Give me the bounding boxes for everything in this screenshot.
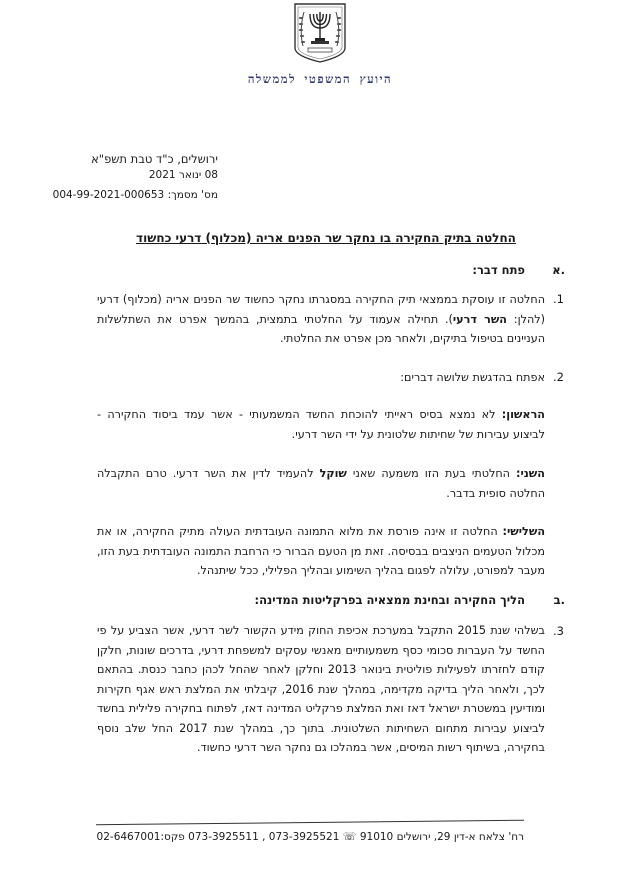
footer-phones: 073-3925511 , 073-3925521 bbox=[188, 831, 340, 843]
point-third: השלישי: החלטה זו אינה פורסת את מלוא התמונה העובדתית העולה מתיק החקירה, או את מכלול הטעמים הניצבים בבסיסה. זאת מן הטעם הברור כי הרחבת התמונה העובדתית בעת הזו, מעבר למפורט, עלולה לפגום בהליך השימוע ובהליך הפלילי, ככל שיתנהל. bbox=[97, 525, 545, 577]
paragraph-3: בשלהי שנת 2015 התקבל במערכת אכיפת החוק מידע הקשור לשר דרעי, אשר הצביע על פי החשד על העברות סכומי כסף משמעותיים מאנשי עסקים למשפחת דרעי, בדרכים שונות, חלקן קודם לחזרתו לפעילות פוליטית בינואר 2013 וחלקן לאחר שהחל לכהן כחבר כנסת. בהתאם לכך, ולאחר הליך בדיקה מקדימה, במהלך שנת 2016, קיבלתי את המלצת ראש אגף חקירות ומודיעין במשטרת ישראל דאז ואת המלצת פרקליט המדינה דאז, לפתוח בחקירה פלילית בחשד לביצוע עבירות מתחום השחיתות השלטונית. בתוך כך, במהלך שנת 2017 החל שלב נוסף בחקירה, בשיתוף רשות המיסים, אשר במהלכו גם נחקר השר דרעי כחשוד. bbox=[97, 624, 546, 754]
footer-address: רח' צלאח א-דין 29, ירושלים 91010 bbox=[359, 831, 524, 843]
point-third-label: השלישי: bbox=[502, 525, 545, 538]
paragraph-3-number: .3 bbox=[553, 624, 564, 638]
point-second-label: השני: bbox=[515, 467, 545, 480]
section-b-heading: הליך החקירה ובחינת ממצאיה בפרקליטות המדינה: bbox=[254, 593, 525, 607]
paragraph-1: החלטה זו עוסקת בממצאי תיק החקירה במסגרתו נחקר כחשוד שר הפנים אריה (מכלוף) דרעי (להלן: השר דרעי). תחילה אעמוד על החלטתי בתמצית, בהמשך אפרט את השתלשלות העניינים בטיפול בתיקים, ולאחר מכן אפרט את החלטתי. bbox=[97, 293, 546, 345]
point-first-label: הראשון: bbox=[501, 408, 545, 421]
office-title: היועץ המשפטי לממשלה bbox=[247, 72, 393, 86]
hebrew-date bbox=[91, 152, 218, 166]
document-title: החלטה בתיק החקירה בו נחקר שר הפנים אריה (מכלוף) דרעי כחשוד bbox=[136, 231, 516, 245]
footer-contact bbox=[94, 830, 524, 843]
point-first: הראשון: לא נמצא בסיס ראייתי להוכחת החשד המשמעותי - אשר עמד ביסוד החקירה - לביצוע עבירות של שחיתות שלטונית על ידי השר דרעי. bbox=[97, 408, 545, 441]
gregorian-date: 08 ינואר 2021 bbox=[148, 169, 218, 181]
section-a-marker: א. bbox=[552, 263, 565, 277]
document-reference bbox=[53, 189, 218, 201]
footer-divider bbox=[96, 820, 524, 825]
footer-fax: 02-6467001 bbox=[96, 831, 161, 843]
state-emblem-icon bbox=[292, 2, 348, 64]
telephone-icon: ☏ bbox=[342, 830, 357, 843]
paragraph-2: אפתח בהדגשת שלושה דברים: bbox=[400, 371, 545, 384]
point-second: השני: החלטתי בעת הזו משמעה שאני שוקל להעמיד לדין את השר דרעי. טרם התקבלה החלטה סופית בדבר. bbox=[97, 467, 545, 500]
section-a-heading: פתח דבר: bbox=[472, 263, 525, 277]
term-minister-deri: השר דרעי bbox=[452, 312, 507, 326]
reference-label: מס' מסמך: bbox=[167, 189, 218, 201]
reference-number: 004-99-2021-000653 bbox=[52, 189, 165, 201]
place-date: ירושלים, כ"ד טבת תשפ"א bbox=[91, 152, 218, 166]
paragraph-2-number: .2 bbox=[553, 370, 564, 384]
section-b-marker: ב. bbox=[553, 593, 565, 607]
paragraph-1-number: .1 bbox=[553, 292, 564, 306]
footer-fax-label: פקס: bbox=[160, 831, 185, 843]
